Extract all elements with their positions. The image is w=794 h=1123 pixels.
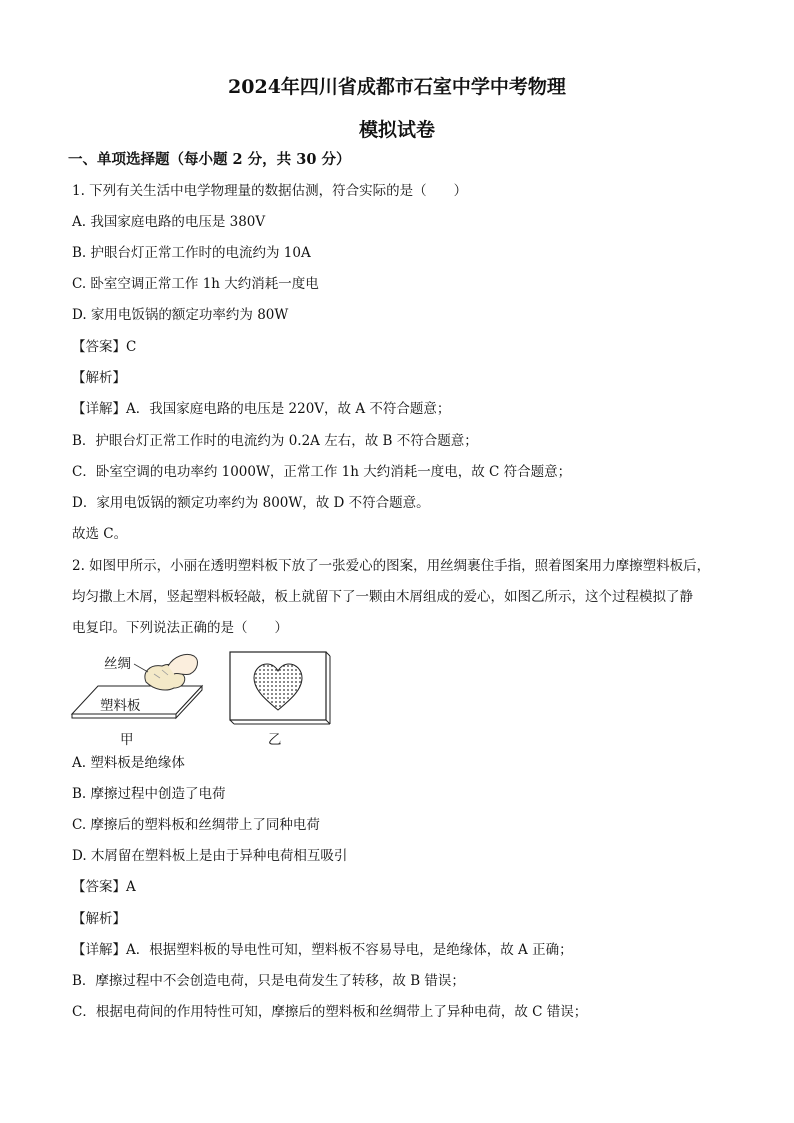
- question-2-option-c: C. 摩擦后的塑料板和丝绸带上了同种电荷: [72, 817, 320, 833]
- question-1-analysis-label: 【解析】: [72, 370, 126, 386]
- question-1-option-c: C. 卧室空调正常工作 1h 大约消耗一度电: [72, 276, 319, 292]
- question-2-stem-line-2: 均匀撒上木屑，竖起塑料板轻敲，板上就留下了一颗由木屑组成的爱心，如图乙所示，这个过程模拟了静: [72, 589, 693, 605]
- label-plastic-plate: 塑料板: [100, 698, 141, 714]
- plastic-plate-edge: [72, 714, 176, 718]
- question-2-analysis-label: 【解析】: [72, 911, 126, 927]
- question-2-detail-b: B．摩擦过程中不会创造电荷，只是电荷发生了转移，故 B 错误；: [72, 973, 465, 989]
- question-1-stem: 1. 下列有关生活中电学物理量的数据估测，符合实际的是（ ）: [72, 183, 468, 199]
- section-heading: 一、单项选择题（每小题 2 分，共 30 分）: [68, 151, 351, 168]
- document-title: 2024年四川省成都市石室中学中考物理: [228, 76, 566, 98]
- question-1-answer: 【答案】C: [72, 339, 137, 355]
- question-1-detail-c: C．卧室空调的电功率约 1000W，正常工作 1h 大约消耗一度电，故 C 符合题意；: [72, 464, 572, 480]
- label-jia: 甲: [120, 732, 134, 748]
- silk-pointer-line: [134, 664, 148, 672]
- question-2-answer: 【答案】A: [72, 879, 136, 895]
- hand: [168, 654, 197, 674]
- question-1-option-b: B. 护眼台灯正常工作时的电流约为 10A: [72, 245, 311, 261]
- question-2-stem-line-3: 电复印。下列说法正确的是（ ）: [72, 620, 288, 636]
- question-2-figure: [70, 648, 340, 748]
- question-1-detail-d: D．家用电饭锅的额定功率约为 800W，故 D 不符合题意。: [72, 495, 430, 511]
- question-1-detail-a: 【详解】A．我国家庭电路的电压是 220V，故 A 不符合题意；: [72, 401, 451, 417]
- question-1-detail-b: B．护眼台灯正常工作时的电流约为 0.2A 左右，故 B 不符合题意；: [72, 433, 478, 449]
- question-2-option-b: B. 摩擦过程中创造了电荷: [72, 786, 226, 802]
- label-yi: 乙: [268, 732, 282, 748]
- question-2-detail-c: C．根据电荷间的作用特性可知，摩擦后的塑料板和丝绸带上了异种电荷，故 C 错误；: [72, 1004, 588, 1020]
- question-1-conclusion: 故选 C。: [72, 526, 128, 542]
- question-2-option-a: A. 塑料板是绝缘体: [72, 755, 185, 771]
- question-2-detail-a: 【详解】A．根据塑料板的导电性可知，塑料板不容易导电，是绝缘体，故 A 正确；: [72, 942, 573, 958]
- document-subtitle: 模拟试卷: [358, 119, 435, 141]
- question-1-option-a: A. 我国家庭电路的电压是 380V: [72, 214, 266, 230]
- question-2-option-d: D. 木屑留在塑料板上是由于异种电荷相互吸引: [72, 848, 348, 864]
- question-2-stem-line-1: 2. 如图甲所示，小丽在透明塑料板下放了一张爱心的图案，用丝绸裹住手指，照着图案用力摩擦塑料板后，: [72, 558, 711, 574]
- question-1-option-d: D. 家用电饭锅的额定功率约为 80W: [72, 307, 289, 323]
- label-silk: 丝绸: [104, 656, 131, 672]
